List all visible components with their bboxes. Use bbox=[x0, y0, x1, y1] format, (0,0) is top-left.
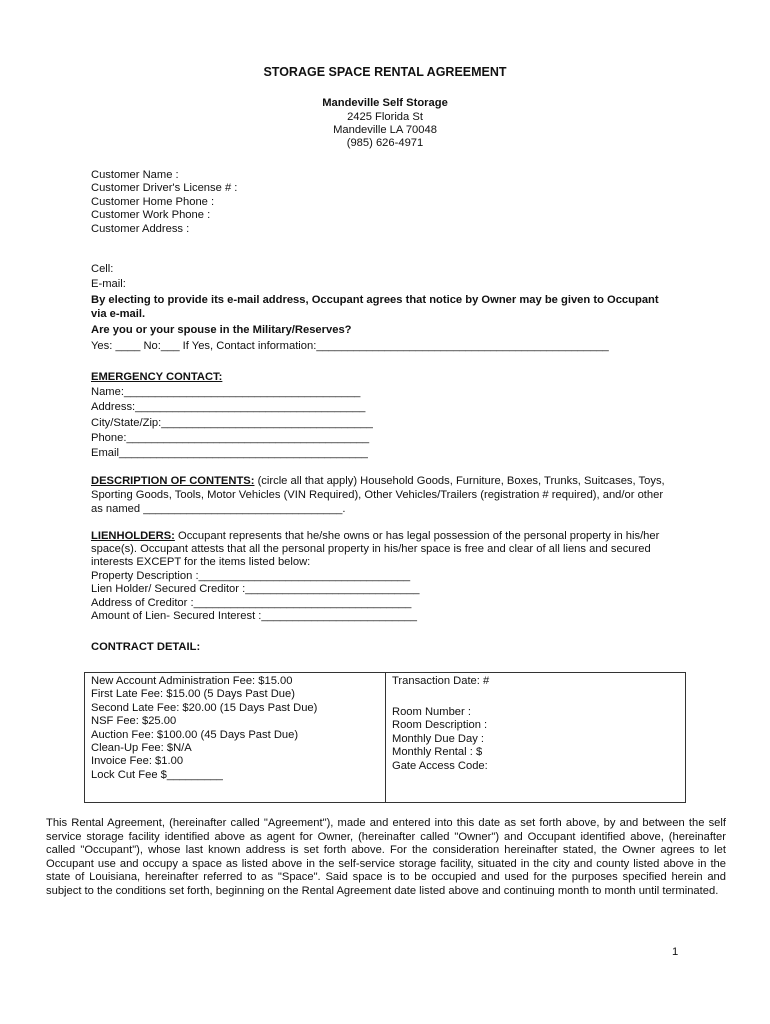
company-street: 2425 Florida St bbox=[347, 111, 423, 123]
military-question: Are you or your spouse in the Military/Reserves? bbox=[91, 324, 352, 336]
fee-item: Invoice Fee: $1.00 bbox=[91, 755, 184, 768]
company-name: Mandeville Self Storage bbox=[322, 97, 448, 109]
contract-heading: CONTRACT DETAIL: bbox=[91, 641, 201, 653]
fee-item[interactable]: Lock Cut Fee $_________ bbox=[91, 768, 223, 781]
lien-holder-field[interactable]: Lien Holder/ Secured Creditor :____________________________ bbox=[91, 583, 420, 595]
cell-field[interactable]: Cell: bbox=[91, 263, 114, 275]
agreement-paragraph: This Rental Agreement, (hereinafter called "Agreement"), made and entered into this date as set forth above, by and between the self service storage facility identified above as agent for Owner, (hereinafter called "Owner") and Occupant identified above, (hereinafter called "Occupant"), whose last known address is set forth above. For the consideration hereinafter stated, the Owner agrees to let Occupant use and occupy a space as listed above in the self-service storage facility, situated in the city and county listed above in the state of Louisiana, hereinafter referred to as "Space". Said space is to be occupied and used for the purposes specified herein and subject to the conditions set forth, beginning on the Rental Agreement date listed above and continuing month to month until terminated. bbox=[46, 817, 726, 897]
customer-address-field[interactable]: Customer Address : bbox=[91, 223, 190, 235]
fee-item: Auction Fee: $100.00 (45 Days Past Due) bbox=[91, 728, 299, 741]
company-phone: (985) 626-4971 bbox=[346, 137, 424, 149]
emergency-name-field[interactable]: Name:______________________________________ bbox=[91, 386, 361, 398]
customer-license-field[interactable]: Customer Driver's License # : bbox=[91, 182, 238, 194]
contract-detail-table bbox=[84, 672, 686, 803]
customer-work-phone-field[interactable]: Customer Work Phone : bbox=[91, 209, 211, 221]
document-title: STORAGE SPACE RENTAL AGREEMENT bbox=[263, 65, 507, 79]
contents-line-2: Sporting Goods, Tools, Motor Vehicles (VIN Required), Other Vehicles/Trailers (registration # required), and/or other bbox=[91, 489, 664, 501]
lienholders-line-1 bbox=[91, 530, 659, 543]
emergency-city-field[interactable]: City/State/Zip:__________________________________ bbox=[91, 417, 373, 429]
creditor-address-field[interactable]: Address of Creditor :___________________________________ bbox=[91, 597, 412, 609]
email-notice-line-1: By electing to provide its e-mail address, Occupant agrees that notice by Owner may be given to Occupant bbox=[91, 294, 659, 306]
customer-home-phone-field[interactable]: Customer Home Phone : bbox=[91, 196, 215, 208]
fees-list bbox=[91, 675, 317, 782]
property-description-field[interactable]: Property Description :__________________________________ bbox=[91, 570, 411, 582]
customer-name-field[interactable]: Customer Name : bbox=[91, 169, 179, 181]
page-number: 1 bbox=[672, 946, 679, 958]
lienholders-line-3: interests EXCEPT for the items listed below: bbox=[91, 556, 311, 568]
contents-heading: DESCRIPTION OF CONTENTS: bbox=[91, 475, 255, 487]
table-divider bbox=[385, 673, 386, 802]
fee-item: New Account Administration Fee: $15.00 bbox=[91, 675, 293, 687]
fee-item: Second Late Fee: $20.00 (15 Days Past Due) bbox=[91, 701, 318, 714]
monthly-due-day-field[interactable]: Monthly Due Day : bbox=[392, 732, 485, 745]
emergency-heading: EMERGENCY CONTACT: bbox=[91, 371, 223, 383]
contents-line-3[interactable]: as named ________________________________. bbox=[91, 503, 346, 515]
contents-line-1 bbox=[91, 475, 665, 488]
fee-item: First Late Fee: $15.00 (5 Days Past Due) bbox=[91, 688, 295, 701]
room-description-field[interactable]: Room Description : bbox=[392, 719, 488, 732]
emergency-email-field[interactable]: Email________________________________________ bbox=[91, 447, 368, 459]
room-details bbox=[392, 706, 488, 773]
email-notice-line-2: via e-mail. bbox=[91, 308, 146, 320]
transaction-date-field[interactable]: Transaction Date: # bbox=[392, 675, 490, 687]
room-number-field[interactable]: Room Number : bbox=[392, 706, 471, 718]
lien-amount-field[interactable]: Amount of Lien- Secured Interest :_________________________ bbox=[91, 610, 417, 622]
lienholders-line-1-text: Occupant represents that he/she owns or has legal possession of the personal property in his/her bbox=[174, 530, 660, 542]
gate-access-code-field[interactable]: Gate Access Code: bbox=[392, 759, 488, 772]
lienholders-heading: LIENHOLDERS: bbox=[91, 530, 175, 542]
company-city: Mandeville LA 70048 bbox=[333, 124, 437, 136]
fee-item: NSF Fee: $25.00 bbox=[91, 715, 177, 728]
emergency-address-field[interactable]: Address:_____________________________________ bbox=[91, 401, 366, 413]
lienholders-line-2: space(s). Occupant attests that all the personal property in his/her space is free and clear of all liens and secured bbox=[91, 543, 651, 555]
contents-line-1-text: (circle all that apply) Household Goods, Furniture, Boxes, Trunks, Suitcases, Toys, bbox=[254, 475, 665, 487]
emergency-phone-field[interactable]: Phone:_______________________________________ bbox=[91, 432, 370, 444]
military-answer-line[interactable]: Yes: ____ No:___ If Yes, Contact information:_______________________________________________ bbox=[91, 340, 609, 352]
monthly-rental-field[interactable]: Monthly Rental : $ bbox=[392, 746, 483, 759]
fee-item: Clean-Up Fee: $N/A bbox=[91, 742, 192, 755]
email-field[interactable]: E-mail: bbox=[91, 278, 126, 290]
